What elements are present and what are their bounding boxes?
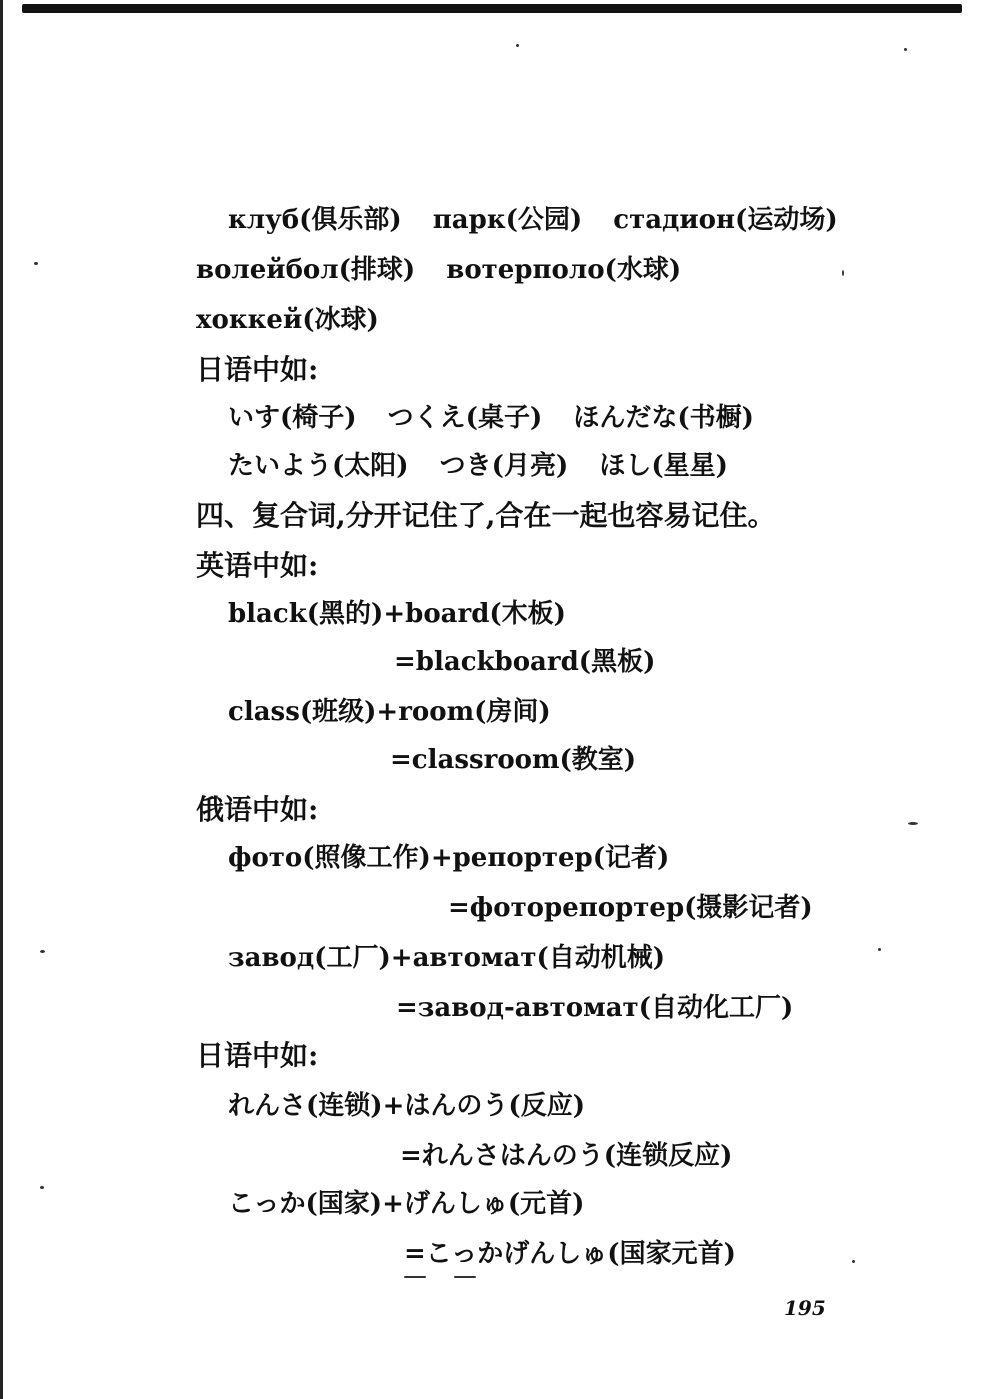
- japanese-heading-1: 日语中如:: [196, 353, 319, 386]
- word-desk: つくえ(桌子): [387, 403, 543, 433]
- word-club: клуб(俱乐部): [228, 205, 402, 235]
- scan-speck: [40, 950, 45, 953]
- top-rule: [22, 4, 962, 13]
- section-four-heading: 四、复合词,分开记住了,合在一起也容易记住。: [196, 499, 776, 532]
- russian-example-2-parts: завод(工厂)+автомат(自动机械): [228, 943, 666, 973]
- page-number: 195: [784, 1296, 826, 1320]
- word-volleyball: волейбол(排球): [196, 255, 416, 285]
- scan-speck: [908, 822, 918, 825]
- word-bookcase: ほんだな(书橱): [573, 403, 754, 433]
- page-edge: [0, 0, 3, 1399]
- scan-speck: [516, 44, 519, 47]
- japanese-example-1-result: =れんさはんのう(连锁反应): [400, 1141, 733, 1171]
- word-park: парк(公园): [432, 205, 583, 235]
- russian-word-line-2: [196, 254, 681, 286]
- russian-word-line-3: [196, 304, 379, 336]
- scan-speck: [404, 1276, 426, 1278]
- russian-example-1-parts: фото(照像工作)+репортер(记者): [228, 843, 670, 873]
- scan-speck: [852, 1260, 855, 1263]
- scan-speck: [904, 48, 907, 51]
- word-moon: つき(月亮): [439, 451, 569, 481]
- russian-example-2-result: =завод-автомат(自动化工厂): [396, 993, 794, 1023]
- russian-heading: 俄语中如:: [196, 793, 319, 826]
- english-heading: 英语中如:: [196, 549, 319, 582]
- japanese-heading-2: 日语中如:: [196, 1039, 319, 1072]
- word-sun: たいよう(太阳): [228, 451, 409, 481]
- russian-example-1-result: =фоторепортер(摄影记者): [448, 893, 813, 923]
- scan-speck: [40, 1186, 44, 1189]
- english-example-2-parts: class(班级)+room(房间): [228, 697, 551, 727]
- japanese-word-line-2: [228, 450, 728, 482]
- word-chair: いす(椅子): [228, 403, 357, 433]
- russian-word-line-1: [228, 204, 838, 236]
- english-example-1-result: =blackboard(黑板): [394, 647, 656, 677]
- english-example-1-parts: black(黑的)+board(木板): [228, 599, 566, 629]
- word-water-polo: вотерполо(水球): [446, 255, 682, 285]
- word-hockey: хоккей(冰球): [196, 305, 379, 335]
- japanese-example-2-parts: こっか(国家)+げんしゅ(元首): [228, 1189, 585, 1219]
- word-star: ほし(星星): [599, 451, 728, 481]
- scan-speck: [34, 262, 38, 265]
- japanese-example-2-result: =こっかげんしゅ(国家元首): [404, 1239, 736, 1269]
- scan-speck: [842, 270, 844, 276]
- scan-speck: [878, 948, 881, 951]
- japanese-word-line-1: [228, 402, 754, 434]
- japanese-example-1-parts: れんさ(连锁)+はんのう(反应): [228, 1091, 585, 1121]
- english-example-2-result: =classroom(教室): [390, 745, 637, 775]
- word-stadium: стадион(运动场): [613, 205, 838, 235]
- scan-speck: [454, 1276, 476, 1278]
